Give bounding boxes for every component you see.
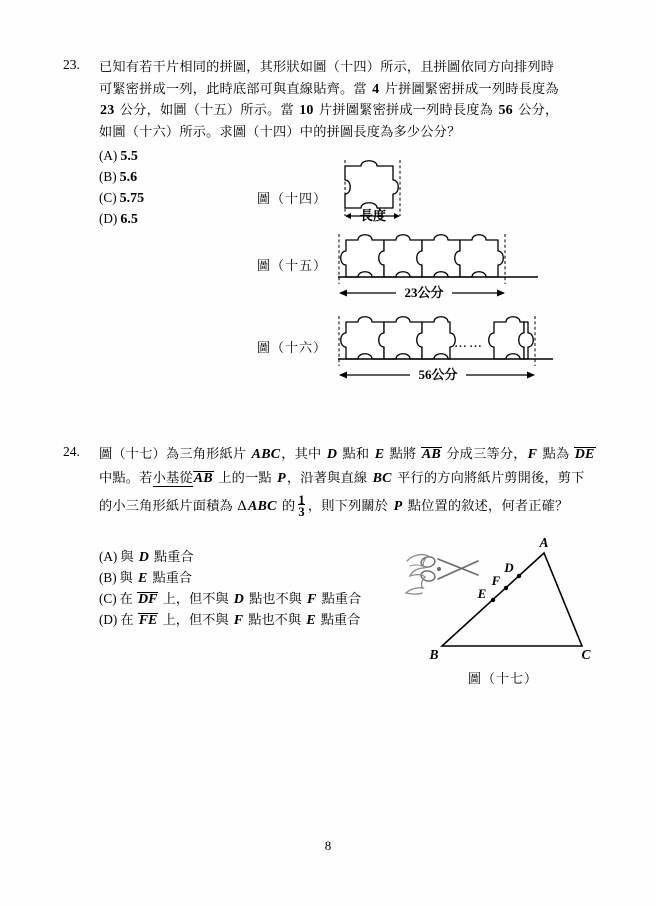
puzzle-piece-4: [455, 235, 504, 277]
label-f: F: [491, 573, 501, 588]
page-number: 8: [324, 838, 332, 853]
question-23-line-3: 23 公分，如圖（十五）所示。當 10 片拼圖緊密拼成一列時長度為 56 公分，: [100, 103, 559, 118]
arrow-head-left-icon: [339, 372, 347, 379]
question-23-body: [99, 57, 599, 143]
option-23-a[interactable]: (A) 5.5: [99, 148, 138, 164]
question-24-number: 24.: [63, 444, 80, 459]
scissors-hand-icon: [406, 555, 478, 595]
question-24-line-3: 的小三角形紙片面積為 ΔABC 的 $\frac{1}{3}$ ，則下列關於 P 點位置的敘述，何者正確？: [99, 492, 569, 519]
option-24-c[interactable]: (C) 在 DF 上，但不與 D 點也不與 F 點重合: [99, 591, 362, 607]
label-d: D: [504, 560, 514, 575]
fraction-one-third: $\frac{1}{3}$: [298, 492, 305, 519]
question-23-line-4: 如圖（十六）所示。求圖（十四）中的拼圖長度為多少公分？: [99, 124, 461, 140]
label-b: B: [429, 647, 439, 662]
figure-15-caption: 圖（十五）: [257, 259, 328, 274]
figure-14: [335, 160, 419, 226]
arrow-head-right-icon: [497, 290, 505, 297]
option-24-d[interactable]: (D) 在 FE 上，但不與 F 點也不與 E 點重合: [99, 612, 361, 628]
puzzle-row-4: [341, 235, 504, 277]
option-24-a[interactable]: (A) 與 D 點重合: [99, 549, 194, 565]
figure-14-caption: 圖（十四）: [257, 192, 328, 207]
question-23-line-1: 已知有若干片相同的拼圖，其形狀如圖（十四）所示，且拼圖依同方向排列時: [99, 60, 555, 75]
puzzle-piece-3: [417, 317, 456, 359]
figure-17: [404, 531, 594, 675]
question-24-line-1: 圖（十七）為三角形紙片 ABC，其中 D 點和 E 點將 AB 分成三等分，F 點為 DE: [99, 447, 595, 462]
figure-16-dimension-label: 56公分: [418, 367, 458, 382]
puzzle-piece-shape: [345, 161, 398, 208]
arrow-head-left-icon: [339, 290, 347, 297]
figure-17-caption: 圖（十七）: [468, 672, 539, 687]
label-e: E: [477, 586, 487, 601]
option-23-b[interactable]: (B) 5.6: [99, 169, 138, 185]
figure-17-svg: [404, 531, 594, 671]
question-23-line-2: 可緊密拼成一列，此時底部可與直線貼齊。當 4 片拼圖緊密拼成一列時長度為: [99, 81, 559, 97]
student-name: 小基從: [152, 470, 193, 486]
arrow-head-right-icon: [527, 372, 535, 379]
option-23-d[interactable]: (D) 6.5: [99, 211, 138, 227]
figure-15: [338, 232, 538, 304]
label-a: A: [539, 535, 549, 550]
figure-15-dimension-label: 23公分: [404, 285, 444, 300]
option-24-b[interactable]: (B) 與 E 點重合: [99, 570, 193, 586]
question-23-number: 23.: [63, 57, 80, 72]
figure-14-dimension-label: 長度: [359, 208, 386, 223]
option-23-c[interactable]: (C) 5.75: [99, 190, 145, 206]
point-e-marker: [491, 598, 495, 602]
point-d-marker: [517, 574, 521, 578]
puzzle-row-10: [341, 317, 534, 359]
point-f-marker: [504, 586, 508, 590]
figure-16-caption: 圖（十六）: [257, 341, 328, 356]
question-24-line-2: 中點。若小基從AB 上的一點 P，沿著與直線 BC 平行的方向將紙片剪開後，剪下: [99, 470, 585, 486]
figure-16-ellipsis: ……: [454, 336, 484, 351]
question-24-body: [99, 444, 599, 522]
figure-16: [338, 314, 553, 386]
label-c: C: [581, 647, 591, 662]
